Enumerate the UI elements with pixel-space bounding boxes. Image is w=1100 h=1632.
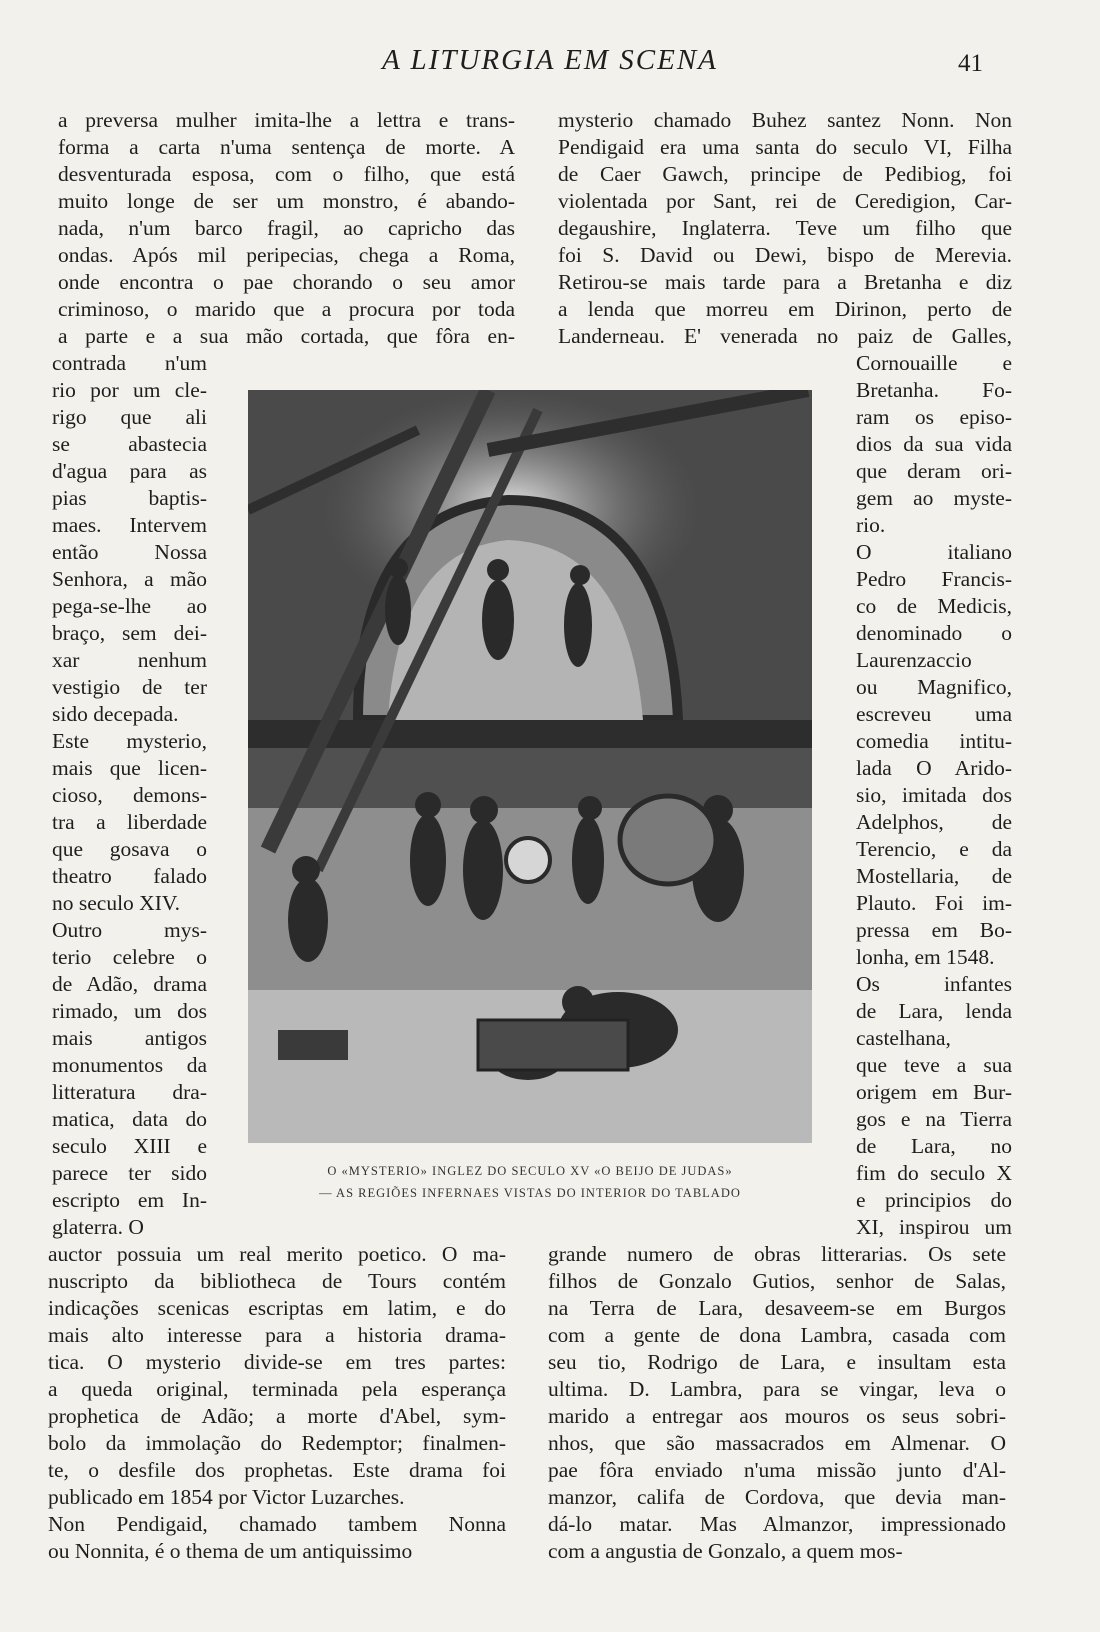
text-line: que teve a sua <box>856 1053 1012 1077</box>
text-line: que gosava o <box>52 837 207 861</box>
text-line: rigo que ali <box>52 405 207 429</box>
text-line: mais antigos <box>52 1026 207 1050</box>
text-line: muito longe de ser um monstro, é abando- <box>58 189 515 213</box>
text-line: rimado, um dos <box>52 999 207 1023</box>
text-line: escreveu uma <box>856 702 1012 726</box>
text-line: gem ao myste- <box>856 486 1012 510</box>
text-line: desventurada esposa, com o filho, que está <box>58 162 515 186</box>
text-line: Laurenzaccio <box>856 648 972 672</box>
text-line: rio por um cle- <box>52 378 207 402</box>
text-line: marido a entregar aos mouros os seus sobri- <box>548 1404 1006 1428</box>
text-line: bolo da immolação do Redemptor; finalmen- <box>48 1431 506 1455</box>
text-line: pressa em Bo- <box>856 918 1012 942</box>
text-line: sio, imitada dos <box>856 783 1012 807</box>
text-line: que deram ori- <box>856 459 1012 483</box>
figure-caption <box>250 1160 810 1204</box>
text-line: filhos de Gonzalo Gutios, senhor de Salas, <box>548 1269 1006 1293</box>
text-line: de Lara, lenda <box>856 999 1012 1023</box>
text-line: nuscripto da bibliotheca de Tours contém <box>48 1269 506 1293</box>
text-line: escripto em In- <box>52 1188 207 1212</box>
text-line: publicado em 1854 por Victor Luzarches. <box>48 1485 405 1509</box>
text-line: XI, inspirou um <box>856 1215 1012 1239</box>
text-line: a queda original, terminada pela esperança <box>48 1377 506 1401</box>
text-line: Este mysterio, <box>52 729 207 753</box>
running-title: A LITURGIA EM SCENA <box>382 44 718 76</box>
text-line: tica. O mysterio divide-se em tres partes: <box>48 1350 506 1374</box>
text-line: de Adão, drama <box>52 972 207 996</box>
text-line: rio. <box>856 513 886 537</box>
text-line: maes. Intervem <box>52 513 207 537</box>
stage-engraving-illustration <box>248 390 812 1143</box>
text-line: braço, sem dei- <box>52 621 207 645</box>
page-header <box>0 44 1100 84</box>
text-line: d'agua para as <box>52 459 207 483</box>
text-line: de Lara, no <box>856 1134 1012 1158</box>
text-line: onde encontra o pae chorando o seu amor <box>58 270 515 294</box>
text-line: então Nossa <box>52 540 207 564</box>
text-line: ram os episo- <box>856 405 1012 429</box>
text-line: theatro falado <box>52 864 207 888</box>
text-line: dios da sua vida <box>856 432 1012 456</box>
text-line: violentada por Sant, rei de Ceredigion, Car- <box>558 189 1012 213</box>
text-line: O italiano <box>856 540 1012 564</box>
text-line: seculo XIII e <box>52 1134 207 1158</box>
text-line: foi S. David ou Dewi, bispo de Merevia. <box>558 243 1012 267</box>
text-line: contrada n'um <box>52 351 207 375</box>
text-line: seu tio, Rodrigo de Lara, e insultam esta <box>548 1350 1006 1374</box>
text-line: glaterra. O <box>52 1215 144 1239</box>
text-line: forma a carta n'uma sentença de morte. A <box>58 135 515 159</box>
text-line: a preversa mulher imita-lhe a lettra e trans- <box>58 108 515 132</box>
text-line: se abastecia <box>52 432 207 456</box>
text-line: prophetica de Adão; a morte d'Abel, sym- <box>48 1404 506 1428</box>
text-line: vestigio de ter <box>52 675 207 699</box>
text-line: Outro mys- <box>52 918 207 942</box>
text-line: dá-lo matar. Mas Almanzor, impressionado <box>548 1512 1006 1536</box>
text-line: Non Pendigaid, chamado tambem Nonna <box>48 1512 506 1536</box>
text-line: com a angustia de Gonzalo, a quem mos- <box>548 1539 903 1563</box>
text-line: degaushire, Inglaterra. Teve um filho que <box>558 216 1012 240</box>
text-line: pega-se-lhe ao <box>52 594 207 618</box>
text-line: na Terra de Lara, desaveem-se em Burgos <box>548 1296 1006 1320</box>
text-line: de Caer Gawch, principe de Pedibiog, foi <box>558 162 1012 186</box>
text-line: Retirou-se mais tarde para a Bretanha e diz <box>558 270 1012 294</box>
text-line: ou Nonnita, é o thema de um antiquissimo <box>48 1539 413 1563</box>
page-number: 41 <box>958 50 983 77</box>
text-line: Pedro Francis- <box>856 567 1012 591</box>
text-line: monumentos da <box>52 1053 207 1077</box>
text-line: Landerneau. E' venerada no paiz de Galles, <box>558 324 1012 348</box>
text-line: denominado o <box>856 621 1012 645</box>
illustration-plate <box>248 390 812 1143</box>
text-line: matica, data do <box>52 1107 207 1131</box>
text-line: Adelphos, de <box>856 810 1012 834</box>
text-line: no seculo XIV. <box>52 891 180 915</box>
text-line: Pendigaid era uma santa do seculo VI, Filha <box>558 135 1012 159</box>
text-line: castelhana, <box>856 1026 951 1050</box>
text-line: Plauto. Foi im- <box>856 891 1012 915</box>
text-line: terio celebre o <box>52 945 207 969</box>
text-line: e principios do <box>856 1188 1012 1212</box>
text-line: manzor, califa de Cordova, que devia man- <box>548 1485 1006 1509</box>
text-line: fim do seculo X <box>856 1161 1012 1185</box>
text-line: cioso, demons- <box>52 783 207 807</box>
text-line: litteratura dra- <box>52 1080 207 1104</box>
text-line: indicações scenicas escriptas em latim, e do <box>48 1296 506 1320</box>
text-line: Cornouaille e <box>856 351 1012 375</box>
text-line: ou Magnifico, <box>856 675 1012 699</box>
text-line: a parte e a sua mão cortada, que fôra en- <box>58 324 515 348</box>
text-line: lonha, em 1548. <box>856 945 995 969</box>
text-line: com a gente de dona Lambra, casada com <box>548 1323 1006 1347</box>
text-line: xar nenhum <box>52 648 207 672</box>
text-line: Os infantes <box>856 972 1012 996</box>
text-line: criminoso, o marido que a procura por toda <box>58 297 515 321</box>
text-line: tra a liberdade <box>52 810 207 834</box>
text-line: Senhora, a mão <box>52 567 207 591</box>
text-line: mais alto interesse para a historia drama- <box>48 1323 506 1347</box>
text-line: nada, n'um barco fragil, ao capricho das <box>58 216 515 240</box>
text-line: ondas. Após mil peripecias, chega a Roma, <box>58 243 515 267</box>
text-line: origem em Bur- <box>856 1080 1012 1104</box>
text-line: Mostellaria, de <box>856 864 1012 888</box>
text-line: parece ter sido <box>52 1161 207 1185</box>
text-line: te, o desfile dos prophetas. Este drama foi <box>48 1458 506 1482</box>
text-line: auctor possuia um real merito poetico. O ma- <box>48 1242 506 1266</box>
text-line: mais que licen- <box>52 756 207 780</box>
caption-line: O «MYSTERIO» INGLEZ DO SECULO XV «O BEIJO DE JUDAS» <box>327 1164 733 1178</box>
text-line: a lenda que morreu em Dirinon, perto de <box>558 297 1012 321</box>
text-line: comedia intitu- <box>856 729 1012 753</box>
caption-line: — AS REGIÕES INFERNAES VISTAS DO INTERIOR DO TABLADO <box>319 1186 741 1200</box>
text-line: mysterio chamado Buhez santez Nonn. Non <box>558 108 1012 132</box>
text-line: grande numero de obras litterarias. Os sete <box>548 1242 1006 1266</box>
text-line: gos e na Tierra <box>856 1107 1012 1131</box>
text-line: co de Medicis, <box>856 594 1012 618</box>
text-line: pae fôra enviado n'uma missão junto d'Al- <box>548 1458 1006 1482</box>
text-line: nhos, que são massacrados em Almenar. O <box>548 1431 1006 1455</box>
text-line: Terencio, e da <box>856 837 1012 861</box>
text-line: sido decepada. <box>52 702 179 726</box>
text-line: Bretanha. Fo- <box>856 378 1012 402</box>
text-line: lada O Arido- <box>856 756 1012 780</box>
text-line: pias baptis- <box>52 486 207 510</box>
text-line: ultima. D. Lambra, para se vingar, leva o <box>548 1377 1006 1401</box>
